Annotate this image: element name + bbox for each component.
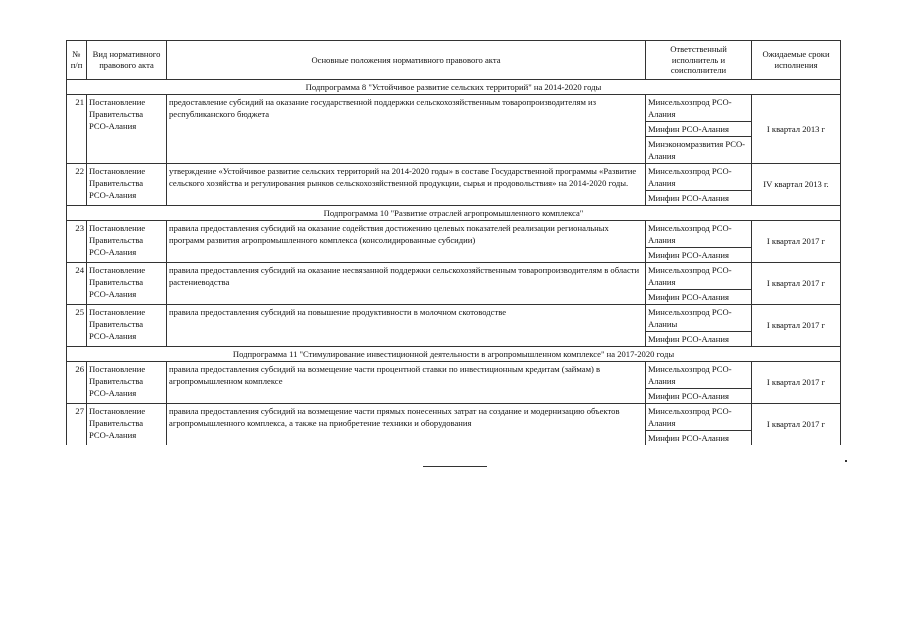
- legal-acts-table-container: [66, 40, 840, 445]
- row-act-type: Постановление Правительства РСО-Алания: [87, 220, 167, 262]
- row-executors: [646, 262, 752, 304]
- header-term: Ожидаемые сроки исполнения: [752, 41, 841, 80]
- executor: Минсельхозпрод РСО-Аланиы: [646, 305, 751, 332]
- row-act-type: Постановление Правительства РСО-Алания: [87, 262, 167, 304]
- row-term: I квартал 2017 г: [752, 262, 841, 304]
- section-title: Подпрограмма 8 "Устойчивое развитие сельских территорий" на 2014-2020 годы: [67, 79, 841, 94]
- header-executors: Ответственный исполнитель и соисполнители: [646, 41, 752, 80]
- row-num: 22: [67, 163, 87, 205]
- row-num: 24: [67, 262, 87, 304]
- row-term: IV квартал 2013 г.: [752, 163, 841, 205]
- section-row: [67, 205, 841, 220]
- table-row: [67, 262, 841, 304]
- row-term: I квартал 2017 г: [752, 361, 841, 403]
- executor: Минсельхозпрод РСО-Алания: [646, 263, 751, 290]
- executor: Минэкономразвития РСО-Алания: [648, 138, 746, 161]
- executor: Минсельхозпрод РСО-Алания: [646, 404, 751, 431]
- row-content: правила предоставления субсидий на оказание несвязанной поддержки сельскохозяйственным товаропроизводителям в области растениеводства: [167, 262, 646, 304]
- row-num: 27: [67, 403, 87, 445]
- table-row: [67, 304, 841, 346]
- row-num: 23: [67, 220, 87, 262]
- executor: Минфин РСО-Алания: [648, 432, 729, 443]
- row-act-type: Постановление Правительства РСО-Алания: [87, 304, 167, 346]
- executor: Минсельхозпрод РСО-Алания: [646, 362, 751, 389]
- row-content: предоставление субсидий на оказание государственной поддержки сельскохозяйственным товаропроизводителям из республиканского бюджета: [167, 94, 646, 163]
- row-content: правила предоставления субсидий на возмещение части прямых понесенных затрат на создание и модернизацию объектов агропромышленного комплекса, а также на приобретение техники и оборудования: [167, 403, 646, 445]
- section-title: Подпрограмма 10 "Развитие отраслей агропромышленного комплекса": [67, 205, 841, 220]
- row-act-type: Постановление Правительства РСО-Алания: [87, 163, 167, 205]
- row-term: I квартал 2017 г: [752, 220, 841, 262]
- row-act-type: Постановление Правительства РСО-Алания: [87, 403, 167, 445]
- row-executors: [646, 220, 752, 262]
- executor: Минсельхозпрод РСО-Алания: [646, 221, 751, 248]
- section-title: Подпрограмма 11 "Стимулирование инвестиционной деятельности в агропромышленном комплексе" на 2017-2020 годы: [67, 346, 841, 361]
- row-executors: [646, 94, 752, 163]
- legal-acts-table: [66, 40, 841, 445]
- executor: Минфин РСО-Алания: [648, 390, 729, 401]
- executor: Минсельхозпрод РСО-Алания: [646, 95, 751, 122]
- row-num: 26: [67, 361, 87, 403]
- row-term: I квартал 2017 г: [752, 304, 841, 346]
- row-executors: [646, 361, 752, 403]
- row-num: 25: [67, 304, 87, 346]
- row-act-type: Постановление Правительства РСО-Алания: [87, 361, 167, 403]
- executor: Минфин РСО-Алания: [648, 333, 729, 344]
- section-row: [67, 79, 841, 94]
- row-term: I квартал 2017 г: [752, 403, 841, 445]
- table-row: [67, 163, 841, 205]
- page-mark: [845, 460, 847, 462]
- table-row: [67, 220, 841, 262]
- row-executors: [646, 403, 752, 445]
- row-executors: [646, 304, 752, 346]
- row-act-type: Постановление Правительства РСО-Алания: [87, 94, 167, 163]
- header-act-type: Вид нормативного правового акта: [87, 41, 167, 80]
- table-header-row: [67, 41, 841, 80]
- row-content: правила предоставления субсидий на повышение продуктивности в молочном скотоводстве: [167, 304, 646, 346]
- row-executors: [646, 163, 752, 205]
- executor: Минфин РСО-Алания: [646, 122, 751, 137]
- row-content: правила предоставления субсидий на возмещение части процентной ставки по инвестиционным кредитам (займам) в агропромышленном комплексе: [167, 361, 646, 403]
- executor: Минфин РСО-Алания: [648, 192, 729, 203]
- header-num: № п/п: [67, 41, 87, 80]
- header-content: Основные положения нормативного правового акта: [167, 41, 646, 80]
- table-row: [67, 94, 841, 163]
- executor: Минсельхозпрод РСО-Алания: [646, 164, 751, 191]
- section-row: [67, 346, 841, 361]
- table-row: [67, 403, 841, 445]
- executor: Минфин РСО-Алания: [648, 249, 729, 260]
- separator-line: [423, 466, 487, 467]
- row-term: I квартал 2013 г: [752, 94, 841, 163]
- row-content: правила предоставления субсидий на оказание содействия достижению целевых показателей реализации региональных программ развития агропромышленного комплекса (консолидированные субсидии): [167, 220, 646, 262]
- executor: Минфин РСО-Алания: [648, 291, 729, 302]
- row-content: утверждение «Устойчивое развитие сельских территорий на 2014-2020 годы» в составе Государственной программы «Развитие сельского хозяйства и регулирования рынков сельскохозяйственной продукции, сырья и продовольствия» на 2014-2020 годы.: [167, 163, 646, 205]
- table-row: [67, 361, 841, 403]
- row-num: 21: [67, 94, 87, 163]
